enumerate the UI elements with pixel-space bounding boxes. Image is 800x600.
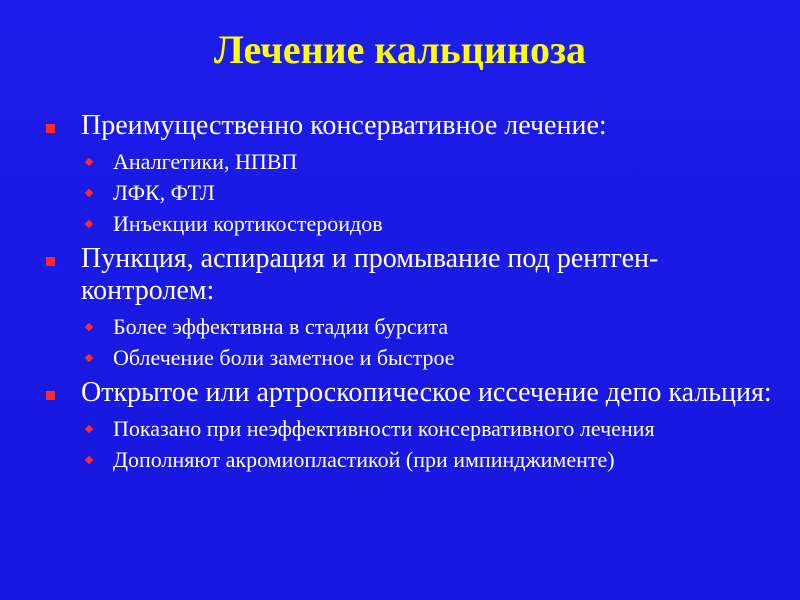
bullet-text: Открытое или артроскопическое иссечение депо кальция: bbox=[81, 377, 772, 408]
diamond-bullet-icon bbox=[85, 323, 93, 331]
bullet-item bbox=[44, 377, 774, 409]
sub-bullet-text: Облечение боли заметное и быстрое bbox=[113, 345, 455, 370]
bullet-item bbox=[44, 243, 774, 307]
diamond-bullet-icon bbox=[85, 220, 93, 228]
square-bullet-icon bbox=[46, 257, 55, 266]
sub-bullet-list bbox=[44, 148, 774, 237]
sub-bullet-item bbox=[44, 179, 774, 206]
slide-title: Лечение кальциноза bbox=[213, 27, 587, 72]
square-bullet-icon bbox=[46, 391, 55, 400]
diamond-bullet-icon bbox=[85, 158, 93, 166]
sub-bullet-item bbox=[44, 415, 774, 442]
sub-bullet-text: Более эффективна в стадии бурсита bbox=[113, 314, 449, 339]
sub-bullet-item bbox=[44, 313, 774, 340]
sub-bullet-text: Аналгетики, НПВП bbox=[113, 149, 298, 174]
sub-bullet-item bbox=[44, 344, 774, 371]
diamond-bullet-icon bbox=[85, 456, 93, 464]
bullet-item bbox=[44, 110, 774, 142]
diamond-bullet-icon bbox=[85, 189, 93, 197]
bullet-text: Пункция, аспирация и промывание под рентген-контролем: bbox=[81, 243, 659, 306]
bullet-text: Преимущественно консервативное лечение: bbox=[81, 110, 607, 141]
sub-bullet-text: ЛФК, ФТЛ bbox=[113, 180, 215, 205]
diamond-bullet-icon bbox=[85, 354, 93, 362]
sub-bullet-item bbox=[44, 210, 774, 237]
sub-bullet-item bbox=[44, 446, 774, 473]
square-bullet-icon bbox=[46, 124, 55, 133]
sub-bullet-text: Дополняют акромиопластикой (при импинджименте) bbox=[113, 447, 615, 472]
sub-bullet-list bbox=[44, 313, 774, 371]
sub-bullet-text: Инъекции кортикостероидов bbox=[113, 211, 383, 236]
bullet-list bbox=[44, 110, 774, 479]
sub-bullet-item bbox=[44, 148, 774, 175]
sub-bullet-list bbox=[44, 415, 774, 473]
sub-bullet-text: Показано при неэффективности консервативного лечения bbox=[113, 416, 655, 441]
diamond-bullet-icon bbox=[85, 425, 93, 433]
